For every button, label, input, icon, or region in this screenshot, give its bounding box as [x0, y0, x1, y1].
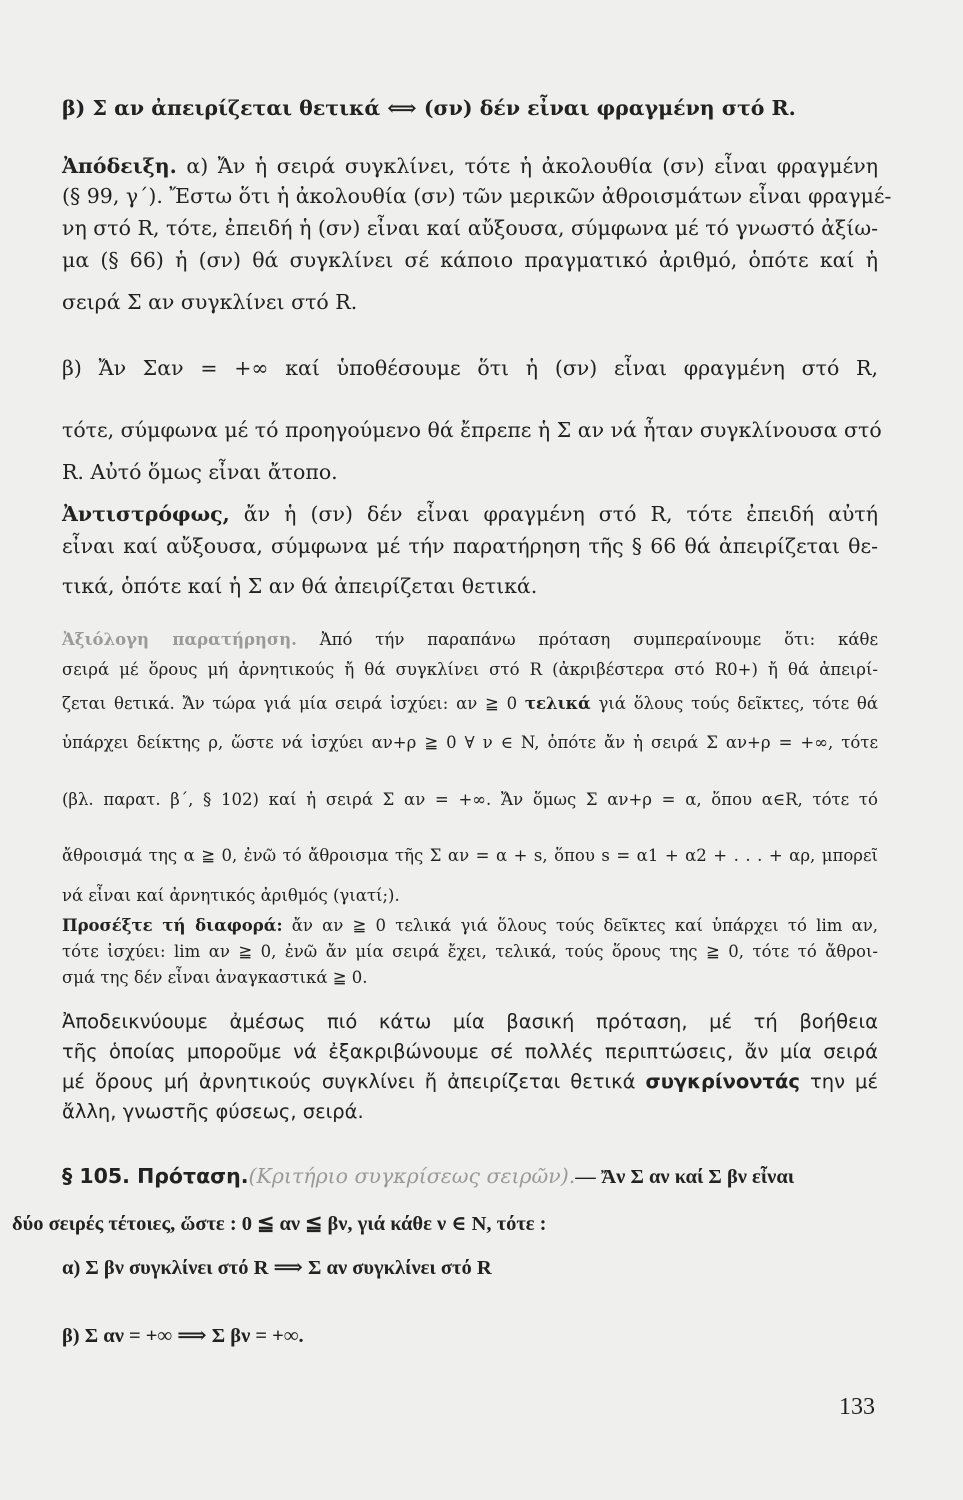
proposition-statement: δύο σειρές τέτοιες, ὥστε : 0 ≦ αν ≦ βν, γιά κάθε ν ∈ N, τότε : [12, 1213, 547, 1235]
proof-heading: Ἀπόδειξη. [62, 154, 177, 178]
converse-line-2: εἶναι καί αὔξουσα, σύμφωνα μέ τήν παρατήρηση τῆς § 66 θά ἀπειρίζεται θε- [62, 534, 878, 558]
remark-line-6: ἄθροισμά της α ≧ 0, ἐνῶ τό ἄθροισμα τῆς Σ αν = α + s, ὅπου s = α1 + α2 + . . . + αρ, μπορεῖ [62, 846, 878, 865]
proof-line-5: σειρά Σ αν συγκλίνει στό R. [62, 290, 358, 314]
intro-line-4: ἄλλη, γνωστῆς φύσεως, σειρά. [62, 1100, 364, 1123]
proposition-part-b: β) Σ αν = +∞ ⟹ Σ βν = +∞. [62, 1325, 304, 1347]
intro-line-2: τῆς ὁποίας μποροῦμε νά ἐξακριβώνουμε σέ πολλές περιπτώσεις, ἄν μία σειρά [62, 1040, 878, 1063]
remark-line-4: ὑπάρχει δείκτης ρ, ὥστε νά ἰσχύει αν+ρ ≧ 0 ∀ ν ∈ N, ὁπότε ἄν ἡ σειρά Σ αν+ρ = +∞, τότε [62, 733, 878, 752]
remark-line-5: (βλ. παρατ. β΄, § 102) καί ἡ σειρά Σ αν = +∞. Ἄν ὅμως Σ αν+ρ = α, ὅπου α∈R, τότε τό [62, 790, 878, 809]
proof-line-4: μα (§ 66) ἡ (σν) θά συγκλίνει σέ κάποιο πραγματικό ἀριθμό, ὁπότε καί ἡ [62, 248, 878, 272]
attention-line-3: σμά της δέν εἶναι ἀναγκαστικά ≧ 0. [62, 968, 368, 987]
claim-b-line [62, 98, 878, 119]
remark-line-2: σειρά μέ ὅρους μή ἀρνητικούς ἤ θά συγκλίνει στό R (ἀκριβέστερα στό R0+) ἤ θά ἀπειρί- [62, 660, 878, 679]
proof-b-line-3: R. Αὐτό ὅμως εἶναι ἄτοπο. [62, 460, 338, 484]
intro-line-3: μέ ὅρους μή ἀρνητικούς συγκλίνει ἤ ἀπειρίζεται θετικά συγκρίνοντάς την μέ [62, 1070, 878, 1093]
attention-heading: Προσέξτε τή διαφορά: [62, 916, 283, 935]
section-subtitle: (Κριτήριο συγκρίσεως σειρῶν). [248, 1164, 576, 1188]
proof-line-3: νη στό R, τότε, ἐπειδή ἡ (σν) εἶναι καί αὔξουσα, σύμφωνα μέ τό γνωστό ἀξίω- [62, 216, 878, 240]
proof-line-2: (§ 99, γ΄). Ἔστω ὅτι ἡ ἀκολουθία (σν) τῶν μερικῶν ἀθροισμάτων εἶναι φραγμέ- [62, 184, 892, 208]
remark-line-7: νά εἶναι καί ἀρνητικός ἀριθμός (γιατί;). [62, 886, 400, 905]
converse-line-1: Ἀντιστρόφως, ἄν ἡ (σν) δέν εἶναι φραγμένη στό R, τότε ἐπειδή αὐτή [62, 502, 878, 526]
converse-heading: Ἀντιστρόφως, [62, 502, 230, 526]
attention-line-1: Προσέξτε τή διαφορά: ἄν αν ≧ 0 τελικά γιά ὅλους τούς δεῖκτες καί ὑπάρχει τό lim αν, [62, 916, 878, 935]
remark-heading: Ἀξιόλογη παρατήρηση. [62, 630, 297, 649]
attention-line-2: τότε ἰσχύει: lim αν ≧ 0, ἐνῶ ἄν μία σειρά ἔχει, τελικά, τούς ὅρους της ≧ 0, τότε τό ἄθροι- [62, 942, 878, 961]
proof-b-line-1: β) Ἄν Σαν = +∞ καί ὑποθέσουμε ὅτι ἡ (σν) εἶναι φραγμένη στό R, [62, 356, 878, 380]
proof-b-line-2: τότε, σύμφωνα μέ τό προηγούμενο θά ἔπρεπε ἡ Σ αν νά ἦταν συγκλίνουσα στό [62, 418, 882, 442]
proof-line-1: Ἀπόδειξη. α) Ἄν ἡ σειρά συγκλίνει, τότε ἡ ἀκολουθία (σν) εἶναι φραγμένη [62, 154, 878, 178]
proposition-part-a: α) Σ βν συγκλίνει στό R ⟹ Σ αν συγκλίνει στό R [62, 1257, 492, 1279]
emphasis-telika: τελικά [524, 694, 591, 713]
emphasis-comparing: συγκρίνοντάς [645, 1070, 800, 1093]
remark-line-3: ζεται θετικά. Ἄν τώρα γιά μία σειρά ἰσχύει: αν ≧ 0 τελικά γιά ὅλους τούς δεῖκτες, τότε θά [62, 694, 878, 713]
claim-b-text: β) Σ αν ἀπειρίζεται θετικά ⟺ (σν) δέν εἶναι φραγμένη στό R. [62, 96, 796, 120]
proposition-title-line: § 105. Πρόταση.(Κριτήριο συγκρίσεως σειρῶν).— Ἄν Σ αν καί Σ βν εἶναι [62, 1164, 795, 1188]
section-heading: § 105. Πρόταση. [62, 1164, 249, 1188]
converse-line-3: τικά, ὁπότε καί ἡ Σ αν θά ἀπειρίζεται θετικά. [62, 574, 538, 598]
remark-line-1: Ἀξιόλογη παρατήρηση. Ἀπό τήν παραπάνω πρόταση συμπεραίνουμε ὅτι: κάθε [62, 630, 878, 649]
intro-line-1: Ἀποδεικνύουμε ἀμέσως πιό κάτω μία βασική πρόταση, μέ τή βοήθεια [62, 1010, 878, 1033]
page-number: 133 [839, 1394, 875, 1420]
